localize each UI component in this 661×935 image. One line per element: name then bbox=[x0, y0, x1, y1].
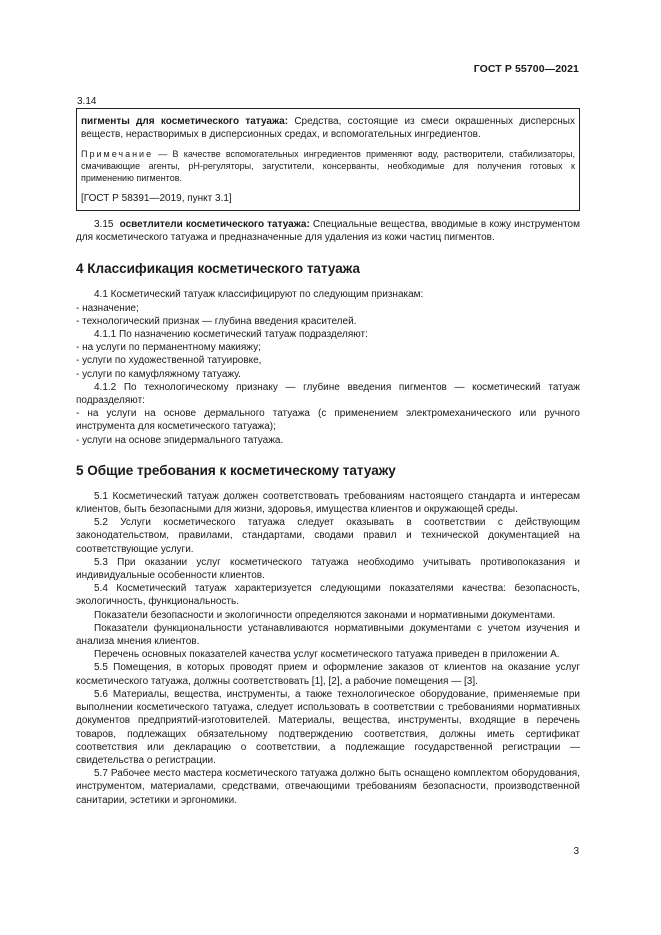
note-paragraph bbox=[81, 149, 575, 184]
term-number-3-15: 3.15 bbox=[94, 219, 114, 230]
s5-paragraph: 5.6 Материалы, вещества, инструменты, а также технологическое оборудование, применяемые при выполнении косметического татуажа, следует использовать в соответствии с требованиями нормативных документов предприятий-изготовителей. Материалы, вещества, инструменты, входящие в перечень товаров, подлежащих обязательному подтверждению соответствия, должны иметь сертификат соответствия или декларацию о соответствии, а подлежащие государственной регистрации — свидетельства о регистрации. bbox=[76, 688, 580, 766]
s5-paragraph: Показатели безопасности и экологичности определяются законами и нормативными документами. bbox=[94, 609, 556, 621]
section-4-title: 4 Классификация косметического татуажа bbox=[76, 261, 360, 277]
s5-paragraph: Показатели функциональности устанавливаются нормативными документами с учетом изучения и анализа мнения клиентов. bbox=[76, 622, 580, 648]
standard-header: ГОСТ Р 55700—2021 bbox=[473, 63, 579, 75]
note-text: — В качестве вспомогательных ингредиентов применяют воду, растворители, стабилизаторы, смачивающие агенты, pH-регуляторы, загустители, консерванты, необходимые для получения готовых к применению пигментов. bbox=[81, 149, 575, 183]
term-3-15-paragraph bbox=[76, 218, 580, 244]
s4-line: 4.1.2 По технологическому признаку — глубине введения пигментов — косметический татуаж подразделяют: bbox=[76, 381, 580, 407]
s4-line: - технологический признак — глубина введения красителей. bbox=[76, 315, 357, 327]
s5-paragraph: Перечень основных показателей качества услуг косметического татуажа приведен в приложении А. bbox=[94, 649, 560, 661]
s5-paragraph: 5.3 При оказании услуг косметического татуажа необходимо учитывать противопоказания и индивидуальные особенности клиентов. bbox=[76, 556, 580, 582]
term-brighteners: осветлители косметического татуажа: bbox=[119, 219, 310, 230]
s5-paragraph: 5.5 Помещения, в которых проводят прием и оформление заказов от клиентов на оказание услуг косметического татуажа, должны соответствовать [1], [2], а рабочие помещения — [3]. bbox=[76, 662, 580, 687]
main-content bbox=[76, 218, 580, 807]
s4-line: - на услуги по перманентному макияжу; bbox=[76, 342, 261, 354]
section-4-body bbox=[76, 288, 580, 446]
page-number: 3 bbox=[573, 846, 579, 857]
definition-paragraph bbox=[81, 115, 575, 141]
definition-box bbox=[76, 108, 580, 211]
source-reference: [ГОСТ Р 58391—2019, пункт 3.1] bbox=[81, 192, 232, 204]
section-5-body bbox=[76, 490, 580, 807]
note-label: Примечание bbox=[81, 149, 154, 160]
s5-paragraph: 5.4 Косметический татуаж характеризуется следующими показателями качества: безопасность, экологичность, функциональность. bbox=[76, 583, 580, 608]
s4-line: - на услуги на основе дермального татуажа (с применением электромеханического или ручного инструмента для косметического татуажа); bbox=[76, 408, 580, 433]
section-5-title: 5 Общие требования к косметическому татуажу bbox=[76, 462, 396, 478]
s4-line: - услуги по художественной татуировке, bbox=[76, 355, 262, 367]
s4-line: 4.1.1 По назначению косметический татуаж подразделяют: bbox=[94, 329, 368, 341]
term-pigments: пигменты для косметического татуажа: bbox=[81, 116, 289, 127]
s4-line: - услуги по камуфляжному татуажу. bbox=[76, 368, 241, 380]
term-pigments-definition: Средства, состоящие из смеси окрашенных дисперсных веществ, нерастворимых в дисперсионных средах, и вспомогательных ингредиентов. bbox=[81, 116, 575, 141]
s5-paragraph: 5.1 Косметический татуаж должен соответствовать требованиям настоящего стандарта и интересам клиентов, быть безопасными для жизни, здоровья, имущества клиентов и окружающей среды. bbox=[76, 490, 580, 516]
s4-line: 4.1 Косметический татуаж классифицируют по следующим признакам: bbox=[94, 289, 424, 301]
term-number-3-14: 3.14 bbox=[77, 96, 97, 107]
s5-paragraph: 5.7 Рабочее место мастера косметического татуажа должно быть оснащено комплектом оборудования, инструментом, материалами, средствами, отвечающими требованиям безопасности, производственной санитарии, эстетики и эргономики. bbox=[76, 768, 580, 806]
s4-line: - назначение; bbox=[76, 302, 139, 314]
s4-line: - услуги на основе эпидермального татуажа. bbox=[76, 434, 284, 446]
term-brighteners-definition: Специальные вещества, вводимые в кожу инструментом для косметического татуажа и предназначенные для удаления из кожи частиц пигментов. bbox=[76, 219, 580, 244]
s5-paragraph: 5.2 Услуги косметического татуажа следует оказывать в соответствии с действующим законодательством, правилами, стандартами, сводами правил и технической документацией на соответствующие услуги. bbox=[76, 517, 580, 555]
